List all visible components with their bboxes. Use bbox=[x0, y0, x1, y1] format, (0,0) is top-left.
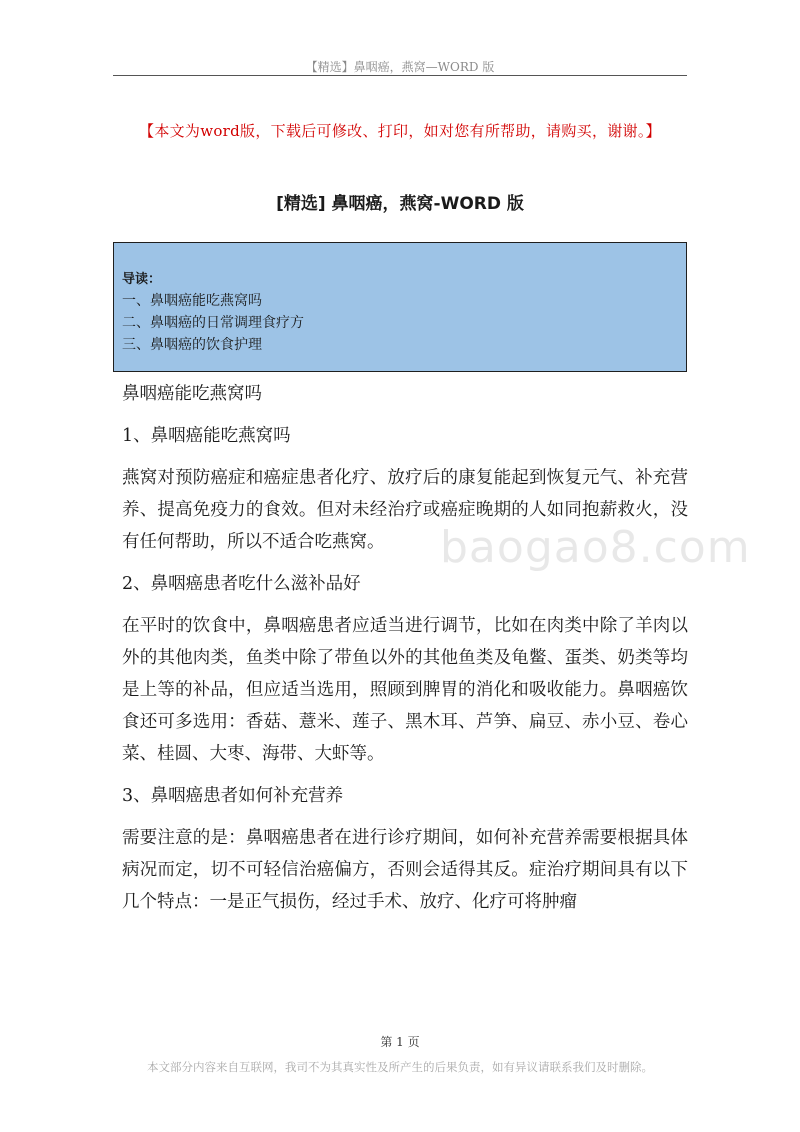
section-heading: 1、鼻咽癌能吃燕窝吗 bbox=[122, 426, 291, 446]
section-paragraph: 在平时的饮食中，鼻咽癌患者应适当进行调节，比如在肉类中除了羊肉以外的其他肉类，鱼类中除了带鱼以外的其他鱼类及龟鳖、蛋类、奶类等均是上等的补品，但应适当选用，照顾到脾胃的消化和吸收能力。鼻咽癌饮食还可多选用：香菇、薏米、莲子、黑木耳、芦笋、扁豆、赤小豆、卷心菜、桂圆、大枣、海带、大虾等。 bbox=[122, 616, 688, 764]
footer-disclaimer: 本文部分内容来自互联网，我司不为其真实性及所产生的后果负责，如有异议请联系我们及时删除。 bbox=[147, 1060, 653, 1074]
document-title: [精选] 鼻咽癌，燕窝-WORD 版 bbox=[276, 194, 524, 214]
article-body bbox=[122, 378, 688, 928]
section-paragraph: 燕窝对预防癌症和癌症患者化疗、放疗后的康复能起到恢复元气、补充营养、提高免疫力的食效。但对未经治疗或癌症晚期的人如同抱薪救火，没有任何帮助，所以不适合吃燕窝。 bbox=[122, 468, 688, 552]
header-divider bbox=[113, 75, 687, 76]
purchase-notice: 【本文为word版，下载后可修改、打印，如对您有所帮助，请购买，谢谢。】 bbox=[139, 122, 661, 140]
section-heading: 3、鼻咽癌患者如何补充营养 bbox=[122, 786, 344, 806]
guide-box bbox=[113, 242, 687, 372]
guide-item: 三、鼻咽癌的饮食护理 bbox=[122, 337, 262, 353]
watermark: baogao8.com bbox=[440, 522, 751, 573]
guide-item: 二、鼻咽癌的日常调理食疗方 bbox=[122, 315, 304, 331]
running-header: 【精选】鼻咽癌，燕窝—WORD 版 bbox=[305, 60, 495, 74]
guide-label: 导读： bbox=[122, 272, 162, 287]
section-heading: 2、鼻咽癌患者吃什么滋补品好 bbox=[122, 574, 361, 594]
section-paragraph: 需要注意的是：鼻咽癌患者在进行诊疗期间，如何补充营养需要根据具体病况而定，切不可轻信治癌偏方，否则会适得其反。症治疗期间具有以下几个特点：一是正气损伤，经过手术、放疗、化疗可将肿瘤 bbox=[122, 828, 688, 912]
guide-item: 一、鼻咽癌能吃燕窝吗 bbox=[122, 293, 262, 309]
section-lead: 鼻咽癌能吃燕窝吗 bbox=[122, 384, 262, 404]
page-number: 第 1 页 bbox=[380, 1035, 420, 1049]
